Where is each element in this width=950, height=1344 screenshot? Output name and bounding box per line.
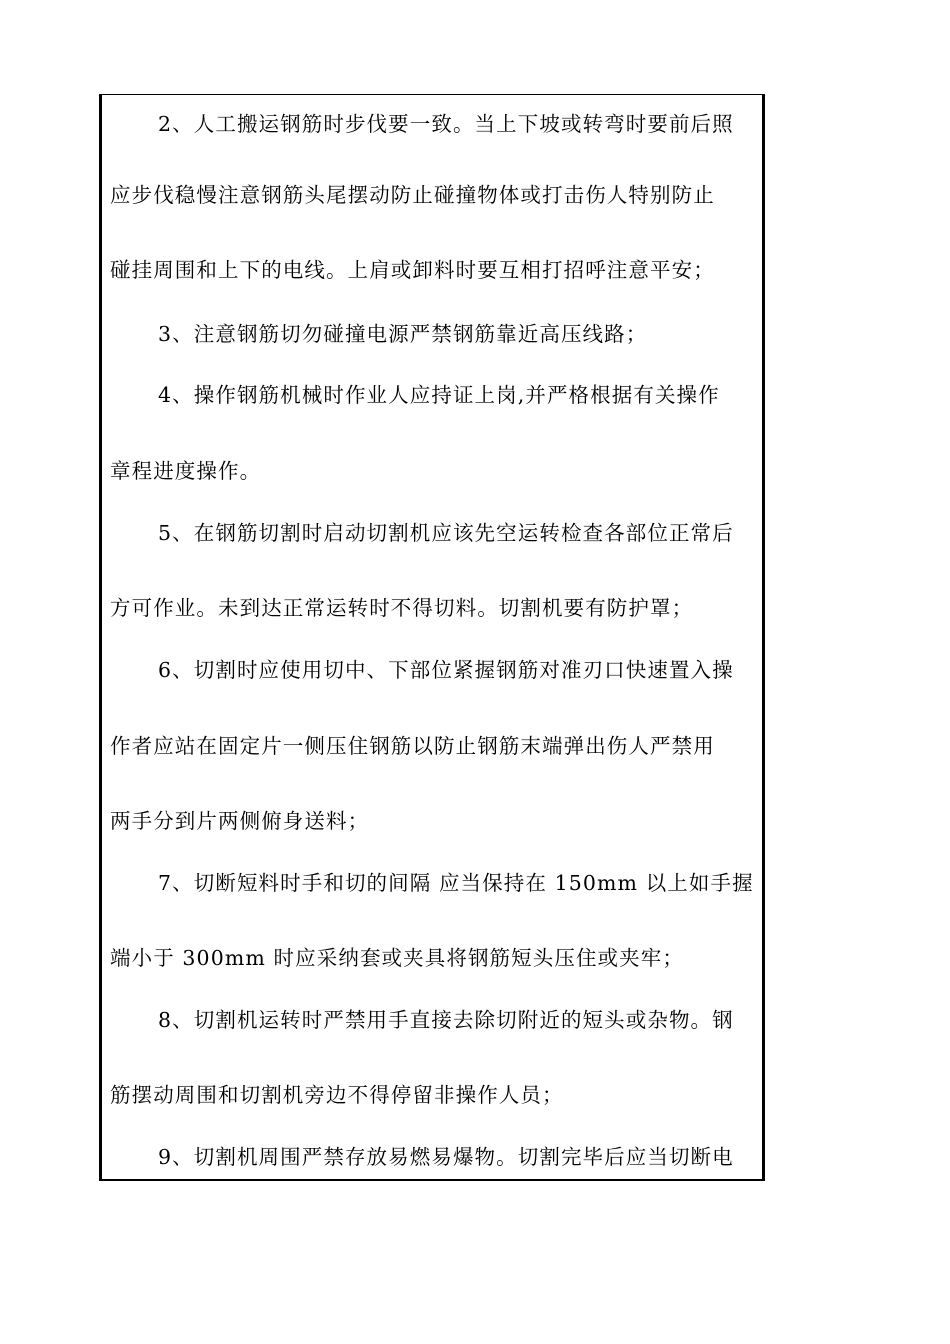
paragraph-line: 端小于 300mm 时应采纳套或夹具将钢筋短头压住或夹牢； bbox=[110, 946, 684, 970]
paragraph-line: 两手分到片两侧俯身送料； bbox=[110, 809, 370, 833]
paragraph-line: 筋摆动周围和切割机旁边不得停留非操作人员； bbox=[110, 1083, 564, 1107]
paragraph-line: 2、人工搬运钢筋时步伐要一致。当上下坡或转弯时要前后照 bbox=[158, 112, 734, 136]
paragraph-line: 作者应站在固定片一侧压住钢筋以防止钢筋末端弹出伤人严禁用 bbox=[110, 734, 715, 758]
paragraph-line: 方可作业。未到达正常运转时不得切料。切割机要有防护罩； bbox=[110, 596, 694, 620]
paragraph-line: 应步伐稳慢注意钢筋头尾摆动防止碰撞物体或打击伤人特别防止 bbox=[110, 183, 715, 207]
paragraph-line: 8、切割机运转时严禁用手直接去除切附近的短头或杂物。钢 bbox=[158, 1008, 734, 1032]
paragraph-line: 3、注意钢筋切勿碰撞电源严禁钢筋靠近高压线路； bbox=[158, 322, 648, 346]
paragraph-line: 章程进度操作。 bbox=[110, 459, 262, 483]
paragraph-line: 碰挂周围和上下的电线。上肩或卸料时要互相打招呼注意平安； bbox=[110, 258, 715, 282]
paragraph-line: 9、切割机周围严禁存放易燃易爆物。切割完毕后应当切断电 bbox=[158, 1145, 734, 1169]
paragraph-line: 5、在钢筋切割时启动切割机应该先空运转检查各部位正常后 bbox=[158, 521, 734, 545]
paragraph-line: 7、切断短料时手和切的间隔 应当保持在 150mm 以上如手握 bbox=[158, 871, 754, 895]
paragraph-line: 4、操作钢筋机械时作业人应持证上岗,并严格根据有关操作 bbox=[158, 383, 720, 407]
paragraph-line: 6、切割时应使用切中、下部位紧握钢筋对准刃口快速置入操 bbox=[158, 658, 734, 682]
